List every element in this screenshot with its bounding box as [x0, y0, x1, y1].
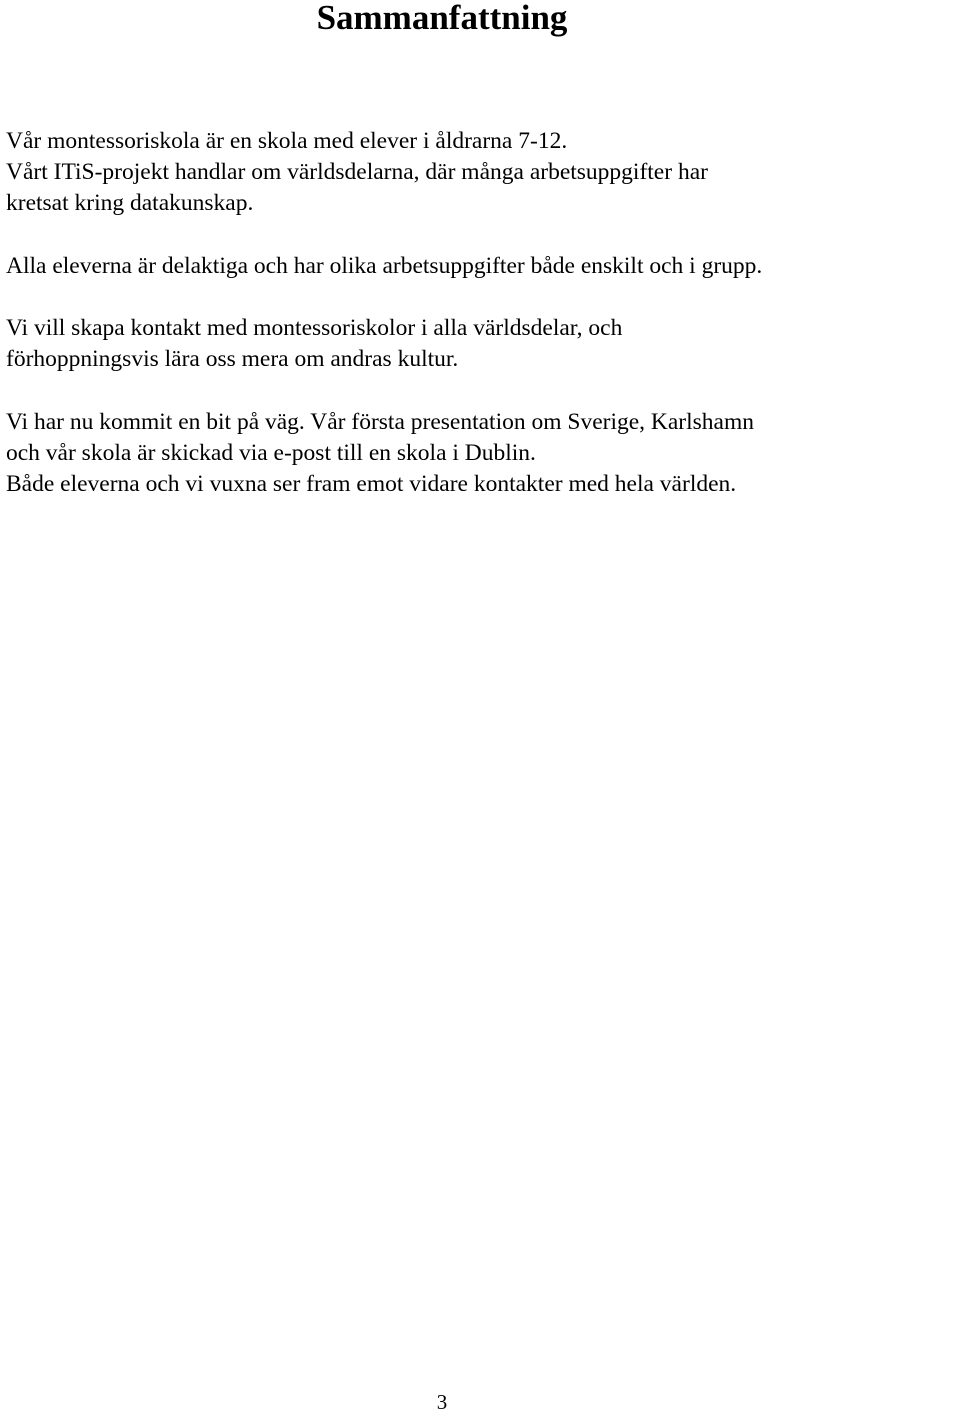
- text-line: Alla eleverna är delaktiga och har olika arbetsuppgifter både enskilt och i grupp.: [6, 253, 763, 279]
- paragraph-participation: [6, 251, 946, 282]
- text-line: Både eleverna och vi vuxna ser fram emot vidare kontakter med hela världen.: [6, 471, 737, 497]
- paragraph-intro: [6, 126, 946, 219]
- text-line: Vi har nu kommit en bit på väg. Vår första presentation om Sverige, Karlshamn: [6, 409, 755, 435]
- paragraph-progress: [6, 407, 946, 500]
- text-line: Vi vill skapa kontakt med montessoriskolor i alla världsdelar, och: [6, 315, 623, 341]
- paragraph-goals: [6, 313, 946, 375]
- text-line: Vårt ITiS-projekt handlar om världsdelarna, där många arbetsuppgifter har: [6, 159, 708, 185]
- text-line: förhoppningsvis lära oss mera om andras kultur.: [6, 346, 459, 372]
- text-line: kretsat kring datakunskap.: [6, 190, 254, 216]
- text-line: och vår skola är skickad via e-post till en skola i Dublin.: [6, 440, 536, 466]
- page-title: Sammanfattning: [316, 0, 568, 37]
- page-number: 3: [436, 1390, 448, 1414]
- text-line: Vår montessoriskola är en skola med elever i åldrarna 7-12.: [6, 128, 568, 154]
